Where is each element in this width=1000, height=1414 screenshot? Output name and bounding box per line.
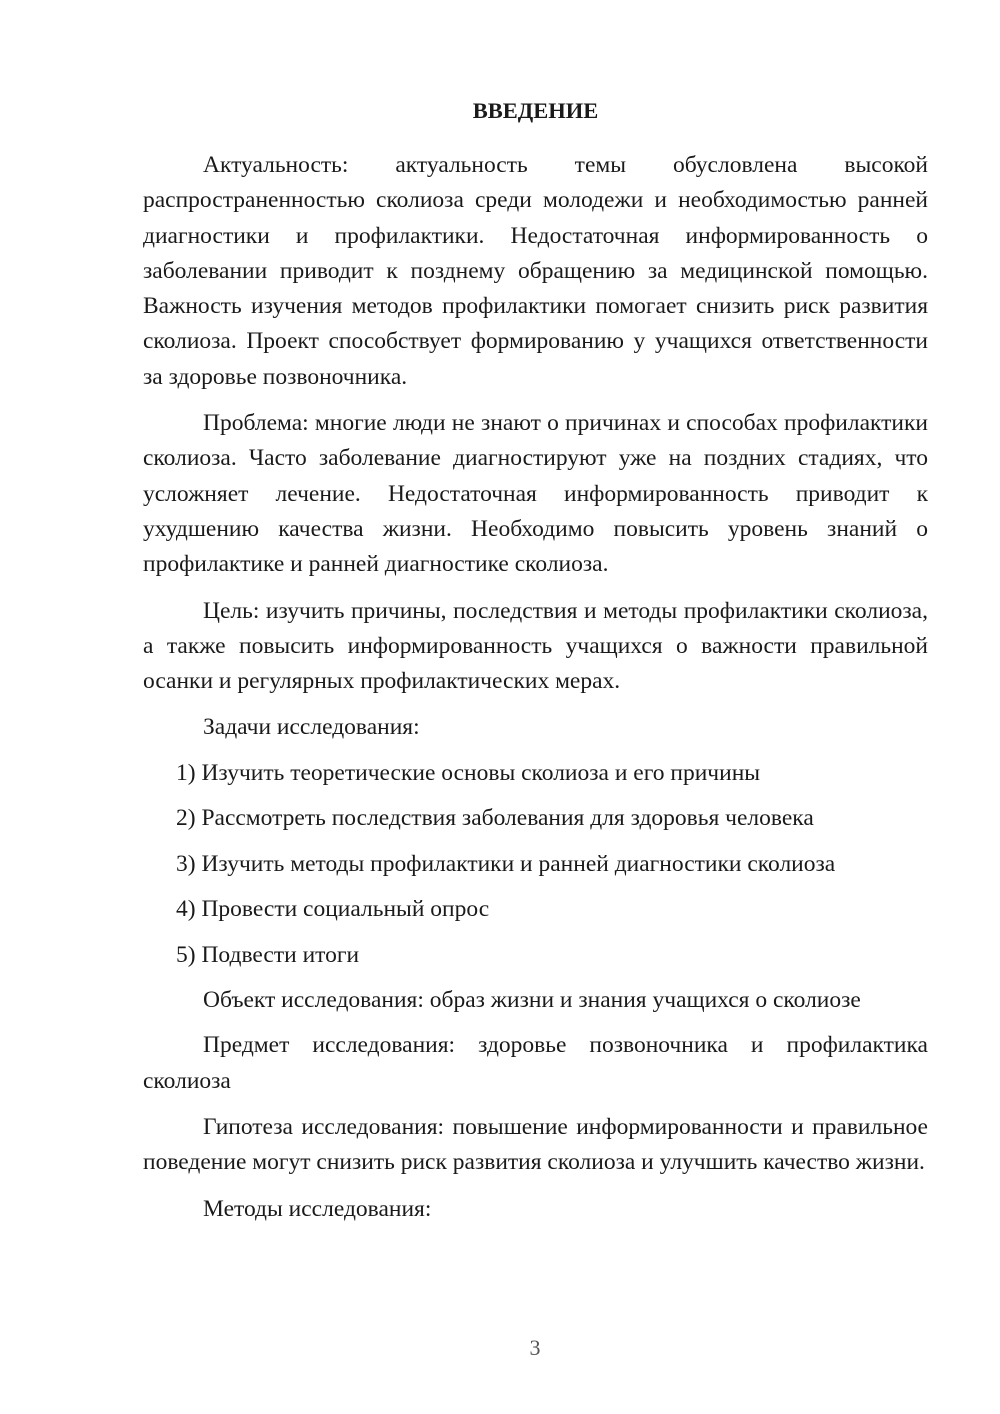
page-content — [143, 96, 928, 1237]
task-item: 5) Подвести итоги — [176, 941, 360, 968]
relevance-paragraph: Актуальность: актуальность темы обусловлена высокой распространенностью сколиоза среди молодежи и необходимостью ранней диагностики и профилактики. Недостаточная информированность о заболевании приводит к позднему обращению за медицинской помощью. Важность изучения методов профилактики помогает снизить риск развития сколиоза. Проект способствует формированию у учащихся ответственности за здоровье позвоночника. — [143, 152, 928, 390]
research-subject: Предмет исследования: здоровье позвоночника и профилактика сколиоза — [143, 1032, 928, 1094]
research-object: Объект исследования: образ жизни и знания учащихся о сколиозе — [203, 987, 861, 1014]
research-hypothesis: Гипотеза исследования: повышение информированности и правильное поведение могут снизить риск развития сколиоза и улучшить качество жизни. — [143, 1114, 928, 1176]
task-item: 4) Провести социальный опрос — [176, 896, 490, 923]
task-item: 2) Рассмотреть последствия заболевания для здоровья человека — [176, 805, 814, 832]
section-title: ВВЕДЕНИЕ — [472, 98, 599, 123]
goal-paragraph: Цель: изучить причины, последствия и методы профилактики сколиоза, а также повысить информированность учащихся о важности правильной осанки и регулярных профилактических мерах. — [143, 597, 928, 695]
tasks-heading: Задачи исследования: — [203, 714, 420, 741]
page-number: 3 — [529, 1335, 541, 1360]
tasks-list — [143, 756, 928, 973]
task-item: 3) Изучить методы профилактики и ранней диагностики сколиоза — [176, 850, 836, 877]
problem-paragraph: Проблема: многие люди не знают о причинах и способах профилактики сколиоза. Часто заболевание диагностируют уже на поздних стадиях, что усложняет лечение. Недостаточная информированность приводит к ухудшению качества жизни. Необходимо повысить уровень знаний о профилактике и ранней диагностике сколиоза. — [143, 410, 928, 578]
methods-heading: Методы исследования: — [203, 1195, 432, 1222]
task-item: 1) Изучить теоретические основы сколиоза и его причины — [176, 759, 761, 786]
